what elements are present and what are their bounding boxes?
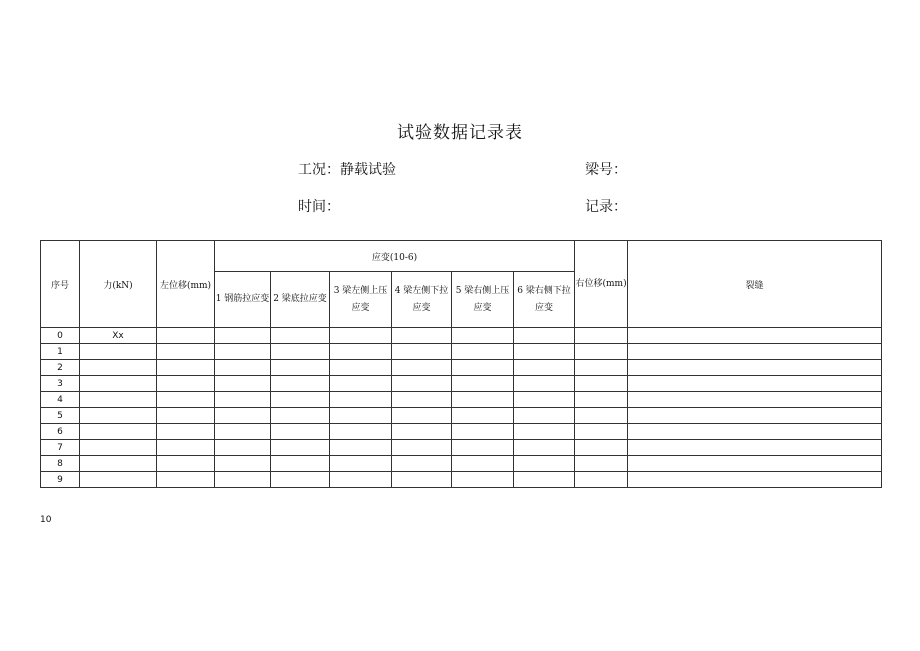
cell-empty xyxy=(514,456,575,472)
cell-empty xyxy=(271,472,330,488)
cell-empty xyxy=(452,472,514,488)
cell-empty xyxy=(157,344,215,360)
cell-empty xyxy=(271,392,330,408)
cell-empty xyxy=(271,376,330,392)
cell-empty xyxy=(392,360,452,376)
cell-empty xyxy=(392,424,452,440)
cell-empty xyxy=(575,392,628,408)
cell-seq: 8 xyxy=(41,456,80,472)
cell-empty xyxy=(330,456,392,472)
cell-empty xyxy=(514,344,575,360)
cell-empty xyxy=(628,424,882,440)
cell-seq: 0 xyxy=(41,328,80,344)
cell-empty xyxy=(215,408,271,424)
header-crack: 裂缝 xyxy=(628,241,882,328)
header-row-top xyxy=(41,241,882,272)
cell-empty xyxy=(215,440,271,456)
cell-empty xyxy=(157,408,215,424)
cell-seq: 6 xyxy=(41,424,80,440)
header-left-displacement: 左位移(mm) xyxy=(157,241,215,328)
cell-empty xyxy=(575,344,628,360)
table-row xyxy=(41,408,882,424)
cell-empty xyxy=(452,408,514,424)
cell-empty xyxy=(271,344,330,360)
header-strain-4: 4 梁左侧下拉应变 xyxy=(392,272,452,328)
cell-seq: 1 xyxy=(41,344,80,360)
cell-empty xyxy=(628,392,882,408)
table-row xyxy=(41,344,882,360)
cell-empty xyxy=(330,440,392,456)
cell-empty xyxy=(157,424,215,440)
cell-empty xyxy=(215,344,271,360)
cell-empty xyxy=(392,376,452,392)
cell-empty xyxy=(575,472,628,488)
cell-empty xyxy=(330,344,392,360)
table-row xyxy=(41,360,882,376)
cell-empty xyxy=(215,424,271,440)
cell-empty xyxy=(392,440,452,456)
cell-empty xyxy=(628,440,882,456)
table-row xyxy=(41,376,882,392)
cell-empty xyxy=(330,408,392,424)
cell-empty xyxy=(215,456,271,472)
cell-empty xyxy=(452,456,514,472)
cell-empty xyxy=(514,424,575,440)
cell-empty xyxy=(157,392,215,408)
cell-empty xyxy=(575,440,628,456)
cell-force xyxy=(80,376,157,392)
cell-empty xyxy=(575,360,628,376)
table-row xyxy=(41,424,882,440)
header-strain-2: 2 梁底拉应变 xyxy=(271,272,330,328)
cell-seq: 4 xyxy=(41,392,80,408)
cell-empty xyxy=(392,392,452,408)
cell-empty xyxy=(271,456,330,472)
header-seq: 序号 xyxy=(41,241,80,328)
table-body xyxy=(41,328,882,488)
cell-empty xyxy=(452,328,514,344)
cell-empty xyxy=(628,472,882,488)
cell-empty xyxy=(575,456,628,472)
cell-empty xyxy=(452,376,514,392)
cell-force xyxy=(80,424,157,440)
cell-empty xyxy=(628,360,882,376)
beam-number-field: 梁号： xyxy=(585,162,627,178)
header-strain-3: 3 梁左侧上压应变 xyxy=(330,272,392,328)
cell-empty xyxy=(575,408,628,424)
cell-empty xyxy=(157,328,215,344)
cell-empty xyxy=(452,440,514,456)
cell-force xyxy=(80,408,157,424)
cell-empty xyxy=(452,424,514,440)
table-row xyxy=(41,392,882,408)
cell-empty xyxy=(157,360,215,376)
cell-force xyxy=(80,472,157,488)
cell-empty xyxy=(271,424,330,440)
cell-empty xyxy=(157,440,215,456)
cell-empty xyxy=(215,328,271,344)
cell-empty xyxy=(575,424,628,440)
data-record-table xyxy=(40,240,882,488)
cell-empty xyxy=(628,408,882,424)
cell-empty xyxy=(575,328,628,344)
cell-empty xyxy=(330,424,392,440)
cell-empty xyxy=(271,440,330,456)
header-strain-group: 应变(10-6) xyxy=(215,241,575,272)
cell-empty xyxy=(452,344,514,360)
cell-seq: 2 xyxy=(41,360,80,376)
cell-empty xyxy=(271,328,330,344)
table-row xyxy=(41,328,882,344)
cell-empty xyxy=(514,376,575,392)
trailing-row-number: 10 xyxy=(40,515,52,525)
header-strain-6: 6 梁右侧下拉应变 xyxy=(514,272,575,328)
table-row xyxy=(41,472,882,488)
header-strain-5: 5 梁右侧上压应变 xyxy=(452,272,514,328)
cell-seq: 9 xyxy=(41,472,80,488)
cell-empty xyxy=(392,472,452,488)
cell-empty xyxy=(330,392,392,408)
cell-empty xyxy=(514,408,575,424)
cell-empty xyxy=(215,392,271,408)
cell-empty xyxy=(157,456,215,472)
cell-empty xyxy=(514,392,575,408)
cell-empty xyxy=(215,472,271,488)
table-row xyxy=(41,456,882,472)
cell-empty xyxy=(452,360,514,376)
cell-force xyxy=(80,392,157,408)
page-title: 试验数据记录表 xyxy=(397,123,523,143)
cell-empty xyxy=(392,344,452,360)
cell-empty xyxy=(514,440,575,456)
cell-empty xyxy=(215,376,271,392)
cell-empty xyxy=(628,376,882,392)
cell-empty xyxy=(514,360,575,376)
header-right-displacement: 右位移(mm) xyxy=(575,241,628,328)
cell-seq: 5 xyxy=(41,408,80,424)
cell-force xyxy=(80,344,157,360)
cell-force: Xx xyxy=(80,328,157,344)
cell-empty xyxy=(330,472,392,488)
cell-empty xyxy=(271,408,330,424)
cell-force xyxy=(80,360,157,376)
cell-empty xyxy=(514,472,575,488)
condition-field: 工况：静载试验 xyxy=(298,162,396,178)
cell-empty xyxy=(628,456,882,472)
time-field: 时间： xyxy=(298,199,340,215)
cell-empty xyxy=(330,360,392,376)
cell-empty xyxy=(157,376,215,392)
header-force: 力(kN) xyxy=(80,241,157,328)
cell-empty xyxy=(157,472,215,488)
cell-empty xyxy=(330,376,392,392)
cell-empty xyxy=(628,344,882,360)
cell-empty xyxy=(392,408,452,424)
cell-empty xyxy=(392,456,452,472)
cell-seq: 7 xyxy=(41,440,80,456)
cell-empty xyxy=(575,376,628,392)
cell-empty xyxy=(215,360,271,376)
header-strain-1: 1 钢筋拉应变 xyxy=(215,272,271,328)
cell-empty xyxy=(271,360,330,376)
cell-empty xyxy=(628,328,882,344)
cell-empty xyxy=(392,328,452,344)
table-row xyxy=(41,440,882,456)
cell-empty xyxy=(452,392,514,408)
cell-force xyxy=(80,440,157,456)
cell-empty xyxy=(514,328,575,344)
cell-empty xyxy=(330,328,392,344)
recorder-field: 记录： xyxy=(585,199,627,215)
cell-force xyxy=(80,456,157,472)
cell-seq: 3 xyxy=(41,376,80,392)
